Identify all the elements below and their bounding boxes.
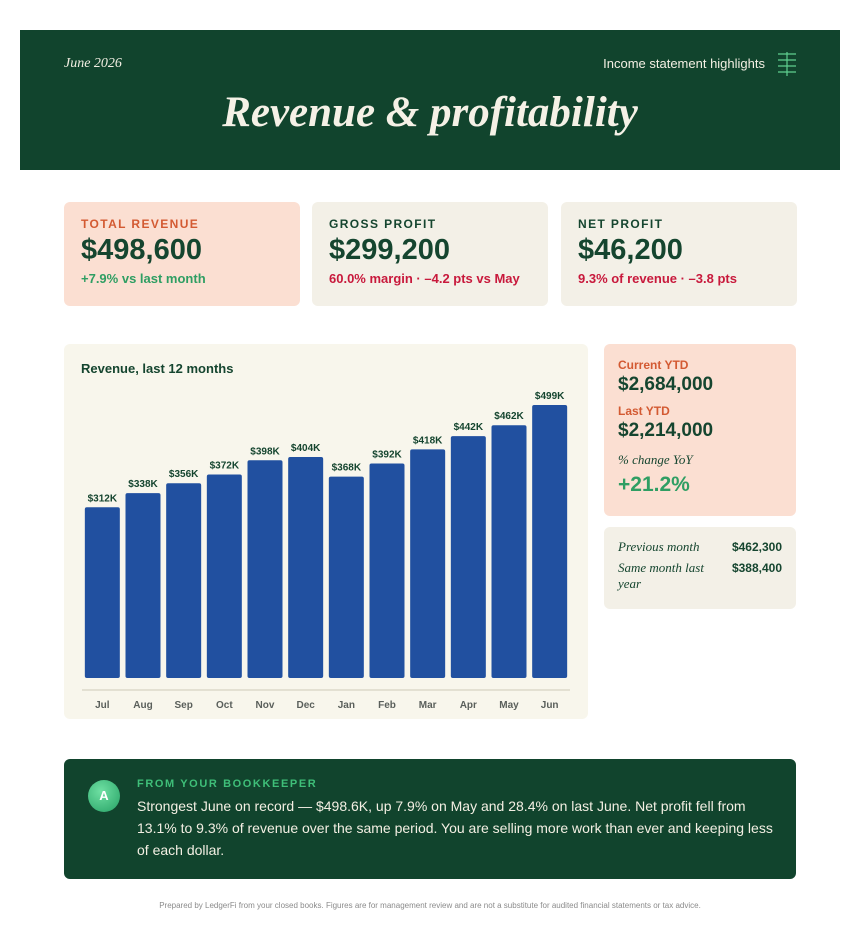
bar-mar [410, 449, 445, 678]
comparison-value: $388,400 [731, 561, 782, 575]
report-date: June 2026 [64, 56, 122, 71]
avatar: A [88, 780, 120, 812]
kpi-label: TOTAL REVENUE [81, 217, 200, 231]
kpi-card-total-revenue [64, 202, 300, 306]
current-ytd-value: $2,684,000 [618, 374, 714, 395]
bar-value-label: $462K [494, 411, 524, 423]
bar-value-label: $356K [168, 469, 199, 481]
bar-jan [329, 477, 364, 678]
last-ytd-value: $2,214,000 [618, 420, 714, 441]
chart-title: Revenue, last 12 months [81, 361, 234, 376]
comparison-row [618, 560, 782, 592]
bar-value-label: $372K [209, 460, 240, 472]
bar-nov [248, 460, 283, 678]
bar-value-label: $392K [372, 449, 402, 461]
kpi-value: $46,200 [578, 234, 683, 266]
kpi-label: NET PROFIT [578, 217, 664, 231]
bar-aug [126, 493, 161, 678]
x-tick-label: Jul [95, 700, 110, 711]
bar-value-label: $404K [290, 442, 321, 454]
bookkeeper-note [64, 759, 796, 879]
yoy-change-label: % change YoY [618, 452, 693, 467]
bar-value-label: $398K [250, 446, 280, 458]
comparison-label: Same month last year [618, 560, 704, 591]
kpi-card-net-profit [561, 202, 797, 306]
current-ytd-label: Current YTD [618, 358, 689, 372]
x-tick-label: Mar [418, 700, 437, 711]
x-tick-label: Apr [459, 700, 477, 711]
x-tick-label: May [499, 700, 519, 711]
revenue-chart-card [64, 344, 588, 719]
bar-value-label: $368K [331, 462, 362, 474]
x-tick-label: Jun [540, 700, 559, 711]
comparison-card [604, 527, 796, 609]
page-title: Revenue & profitability [222, 89, 638, 136]
ytd-summary-card [604, 344, 796, 516]
report-tagline: Income statement highlights [603, 56, 765, 71]
kpi-change: 60.0% margin · –4.2 pts vs May [329, 271, 520, 286]
comparison-label: Previous month [618, 539, 700, 554]
ledger-icon [778, 52, 796, 76]
yoy-change-value: +21.2% [618, 473, 690, 496]
x-tick-label: Sep [174, 700, 193, 711]
bar-dec [288, 457, 323, 678]
x-tick-label: Aug [133, 700, 153, 711]
bar-value-label: $499K [534, 391, 565, 402]
x-tick-label: Oct [215, 700, 233, 711]
kpi-card-gross-profit [312, 202, 548, 306]
x-tick-label: Jan [337, 700, 355, 711]
note-body: Strongest June on record — $498.6K, up 7.9% on May and 28.4% on last June. Net profit fell from 13.1% to 9.3% of revenue over the same period. You are selling more work than ever and keeping less of each dollar. [137, 798, 773, 858]
bar-value-label: $312K [87, 493, 118, 505]
kpi-value: $498,600 [81, 234, 202, 266]
last-ytd-label: Last YTD [618, 404, 670, 418]
bar-jun [532, 405, 567, 678]
kpi-label: GROSS PROFIT [329, 217, 437, 231]
header-banner [20, 30, 840, 170]
disclaimer-footer: Prepared by LedgerFi from your closed books. Figures are for management review and are not a substitute for audited financial statements or tax advice. [159, 901, 701, 910]
kpi-change: +7.9% vs last month [81, 271, 206, 286]
revenue-bar-chart [64, 344, 588, 719]
bar-apr [451, 436, 486, 678]
x-tick-label: Dec [296, 700, 315, 711]
bar-sep [166, 483, 201, 678]
comparison-row [618, 539, 782, 555]
note-heading: FROM YOUR BOOKKEEPER [137, 778, 318, 790]
bar-value-label: $442K [453, 422, 484, 434]
kpi-change: 9.3% of revenue · –3.8 pts [578, 271, 737, 286]
bar-may [492, 425, 527, 678]
bar-jul [85, 507, 120, 678]
kpi-value: $299,200 [329, 234, 450, 266]
bar-oct [207, 474, 242, 678]
bar-value-label: $418K [412, 435, 443, 447]
x-tick-label: Nov [255, 700, 275, 711]
bar-value-label: $338K [128, 479, 158, 491]
bar-feb [370, 464, 405, 678]
comparison-value: $462,300 [731, 540, 782, 554]
x-tick-label: Feb [378, 700, 396, 711]
